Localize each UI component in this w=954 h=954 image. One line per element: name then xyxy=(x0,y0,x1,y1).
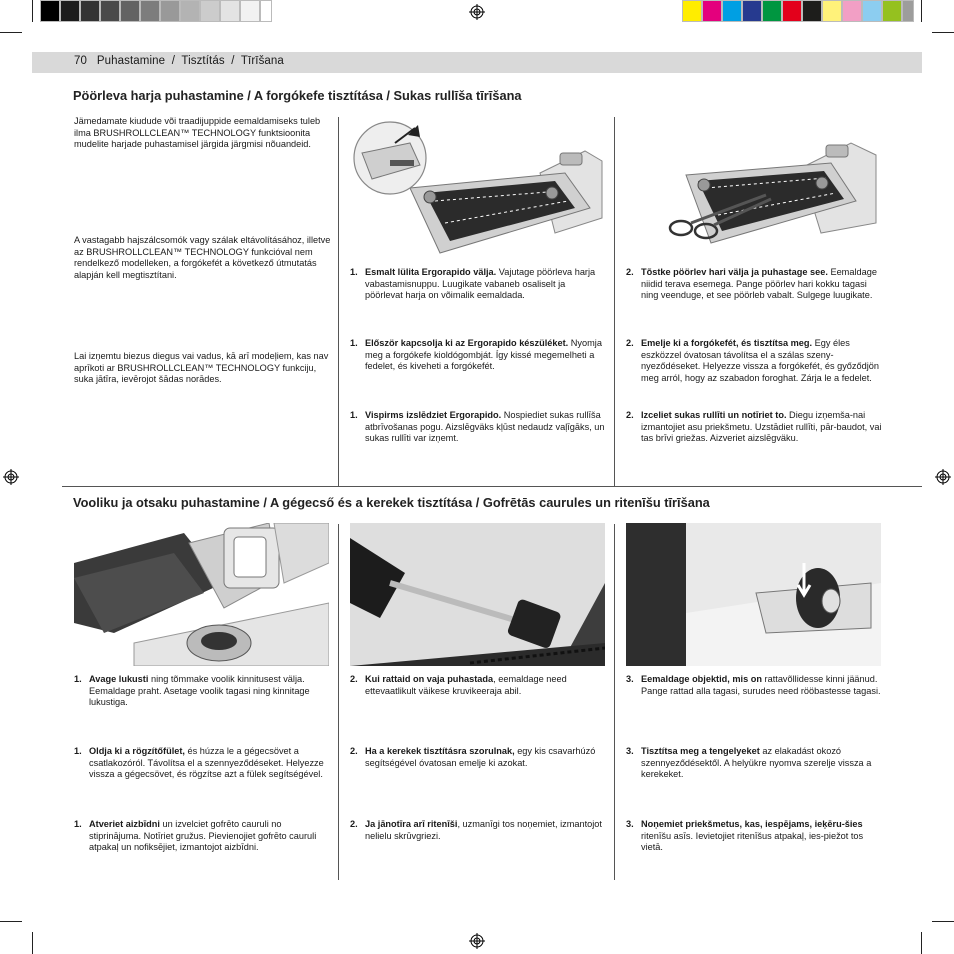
intro-paragraph-lv: Lai izņemtu biezus diegus vai vadus, kā arī modeļiem, kas nav aprīkoti ar BRUSHROLLCLEAN™ TECHNOLOGY funkciju, suka jātīra, ievērojot šādas norādes. xyxy=(74,351,329,385)
color-swatch xyxy=(882,0,902,22)
grayscale-swatch xyxy=(180,0,200,22)
step-item: 1. Először kapcsolja ki az Ergorapido készüléket. Nyomja meg a forgókefe kioldógombját. Így kissé megemelheti a fedelet, és kiveheti a forgókefét. xyxy=(350,338,602,372)
grayscale-swatch xyxy=(120,0,140,22)
step-item: 1. Atveriet aizbīdni un izvelciet gofrēto cauruli no stiprinājuma. Notīriet gružus. Pievienojiet gofrēto cauruli atpakaļ un nofiksējiet, izmantojot aizbīdni. xyxy=(74,819,317,853)
grayscale-swatch xyxy=(60,0,80,22)
step-item: 3. Noņemiet priekšmetus, kas, iespējams, ieķēru-šies ritenīšu asīs. Ievietojiet ritenīšus atpakaļ, ies-piežot tos vietā. xyxy=(626,819,864,853)
brushroll-release-illustration xyxy=(350,113,606,258)
color-swatch xyxy=(842,0,862,22)
column-divider xyxy=(338,117,339,487)
section-divider xyxy=(62,486,922,487)
color-swatch xyxy=(682,0,702,22)
section-title: Pöörleva harja puhastamine / A forgókefe tisztítása / Sukas rullīša tīrīšana xyxy=(73,88,522,103)
page-header-title: Puhastamine / Tisztítás / Tīrīšana xyxy=(96,55,284,67)
color-swatch xyxy=(742,0,762,22)
grayscale-swatch xyxy=(240,0,260,22)
step-item: 2. Ha a kerekek tisztításra szorulnak, egy kis csavarhúzó segítségével óvatosan emelje ki azokat. xyxy=(350,746,596,768)
grayscale-swatch xyxy=(100,0,120,22)
color-swatch xyxy=(862,0,882,22)
step-item: 2. Kui rattaid on vaja puhastada, eemaldage need ettevaatlikult väikese kruvikeeraja abil. xyxy=(350,674,567,696)
registration-mark-icon xyxy=(3,469,19,485)
color-swatch xyxy=(782,0,802,22)
step-item: 1. Oldja ki a rögzítőfület, és húzza le a gégecsövet a csatlakozóról. Távolítsa el a szennyeződéseket. Helyezze vissza a gégecsövet, és rögzítse azt a fülek segítségével. xyxy=(74,746,324,780)
step-item: 2. Izceliet sukas rullīti un notīriet to. Diegu izņemša-nai izmantojiet asu priekšmetu. Uzstādiet rullīti, pār-baudot, vai tas brīvi griežas. Aizveriet aizslēgväku. xyxy=(626,410,882,444)
grayscale-swatch xyxy=(260,0,272,22)
intro-paragraph-hu: A vastagabb hajszálcsomók vagy szálak eltávolításához, illetve az BRUSHROLLCLEAN™ TECHNOLOGY funkcióval nem rendelkező modelleken, a forgókefét a következő útmutatás alapján kell megtisztítani. xyxy=(74,235,331,280)
color-swatch xyxy=(802,0,822,22)
color-swatch xyxy=(762,0,782,22)
intro-paragraph-et: Jämedamate kiudude või traadijuppide eemaldamiseks tuleb ilma BRUSHROLLCLEAN™ TECHNOLOGY funktsioonita mudelite harjade puhastamisel järgida järgmisi nõuandeid. xyxy=(74,116,321,150)
step-item: 1. Avage lukusti ning tõmmake voolik kinnitusest välja. Eemaldage praht. Asetage voolik tagasi ning kinnitage lukustiga. xyxy=(74,674,310,708)
grayscale-swatch xyxy=(140,0,160,22)
step-item: 2. Emelje ki a forgókefét, és tisztítsa meg. Egy éles eszközzel óvatosan távolítsa el a szálas szeny-nyeződéseket. Helyezze vissza a forgókefét, és győződjön meg arról, hogy az szabadon foroghat. Zárja le a fedelet. xyxy=(626,338,879,383)
column-divider xyxy=(338,524,339,880)
color-swatch xyxy=(702,0,722,22)
page-header xyxy=(74,55,284,67)
column-divider xyxy=(614,117,615,487)
color-swatch xyxy=(822,0,842,22)
registration-mark-icon xyxy=(469,4,485,20)
grayscale-swatch xyxy=(40,0,60,22)
grayscale-swatch xyxy=(220,0,240,22)
step-item: 1. Vispirms izslēdziet Ergorapido. Nospiediet sukas rullīša atbrīvošanas pogu. Aizslēgväks kļūst nedaudz vaļīgāks, un sukas rullīti var izņemt. xyxy=(350,410,605,444)
registration-mark-icon xyxy=(469,933,485,949)
brushroll-cutting-illustration xyxy=(626,113,882,258)
section-title: Vooliku ja otsaku puhastamine / A gégecső és a kerekek tisztítása / Gofrētās caurules un ritenīšu tīrīšana xyxy=(73,495,710,510)
color-swatch xyxy=(722,0,742,22)
wheel-axle-illustration xyxy=(626,523,881,666)
color-swatch xyxy=(902,0,914,22)
step-item: 2. Ja jānotīra arī ritenīši, uzmanīgi tos noņemiet, izmantojot nelielu skrūvgriezi. xyxy=(350,819,602,841)
hose-removal-illustration xyxy=(74,523,329,666)
grayscale-swatch xyxy=(200,0,220,22)
column-divider xyxy=(614,524,615,880)
step-item: 3. Tisztítsa meg a tengelyeket az elakadást okozó szennyeződésektől. A helyükre nyomva szerelje vissza a kerekeket. xyxy=(626,746,872,780)
grayscale-swatch xyxy=(160,0,180,22)
registration-mark-icon xyxy=(935,469,951,485)
step-item: 1. Esmalt lülita Ergorapido välja. Vajutage pöörleva harja vabastamisnuppu. Luugikate vabaneb osaliselt ja pöörlevat harja on võimalik eemaldada. xyxy=(350,267,596,301)
step-item: 3. Eemaldage objektid, mis on rattavõllidesse kinni jäänud. Pange rattad alla tagasi, surudes need rööbastesse tagasi. xyxy=(626,674,881,696)
step-item: 2. Tõstke pöörlev hari välja ja puhastage see. Eemaldage niidid terava esemega. Pange pöörlev hari kokku tagasi ning veenduge, et see pöörleb vabalt. Sulgege luugikate. xyxy=(626,267,877,301)
wheel-removal-illustration xyxy=(350,523,605,666)
page-number: 70 xyxy=(74,55,87,67)
grayscale-swatch xyxy=(80,0,100,22)
